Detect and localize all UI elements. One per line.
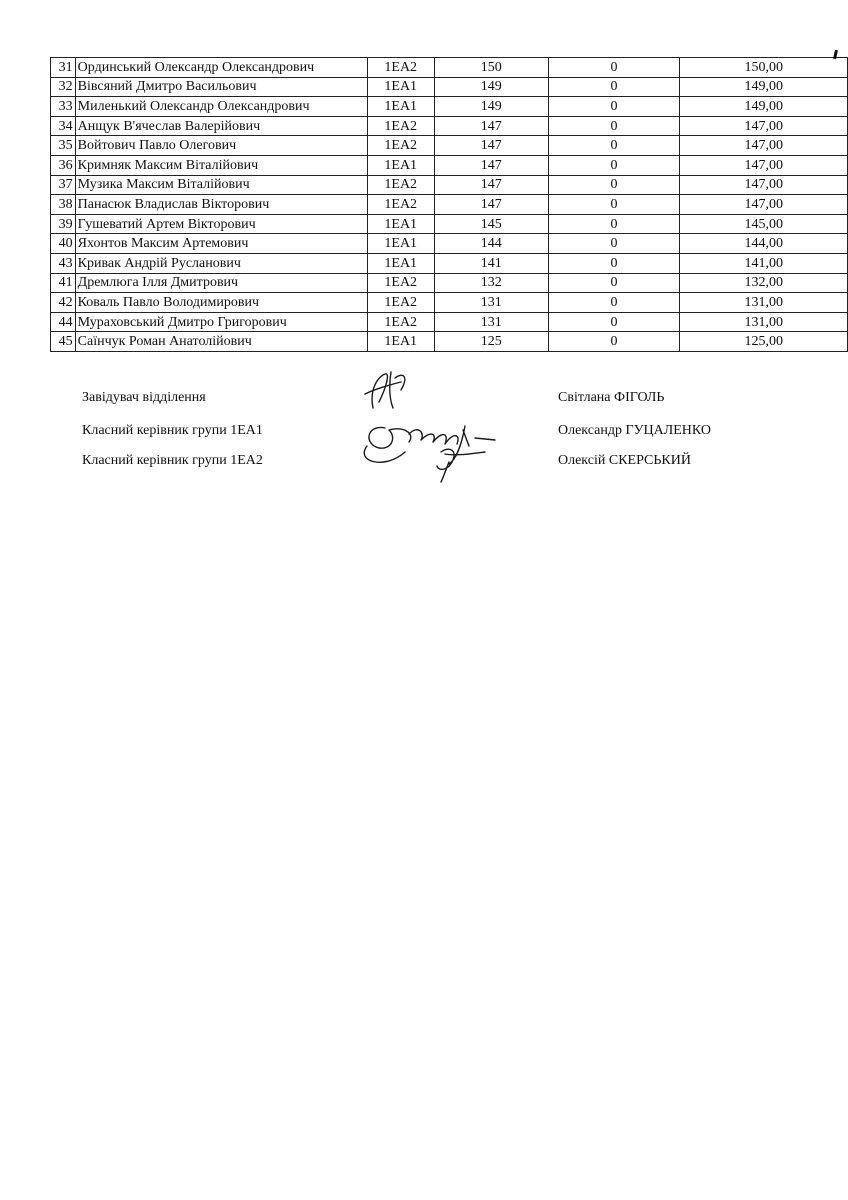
cell-total: 150,00 (680, 58, 848, 78)
cell-total: 144,00 (680, 234, 848, 254)
cell-name: Дремлюга Ілля Дмитрович (75, 273, 367, 293)
signature-stroke-2 (369, 426, 495, 464)
cell-bonus: 0 (548, 293, 680, 313)
cell-group: 1ЕА1 (367, 77, 434, 97)
cell-group: 1ЕА2 (367, 273, 434, 293)
table-row (51, 155, 848, 175)
cell-n: 45 (51, 332, 76, 352)
cell-n: 32 (51, 77, 76, 97)
cell-bonus: 0 (548, 273, 680, 293)
cell-group: 1ЕА1 (367, 155, 434, 175)
cell-bonus: 0 (548, 77, 680, 97)
cell-n: 31 (51, 58, 76, 78)
cell-score: 147 (434, 136, 548, 156)
cell-total: 147,00 (680, 175, 848, 195)
cell-n: 34 (51, 116, 76, 136)
cell-score: 131 (434, 312, 548, 332)
cell-bonus: 0 (548, 312, 680, 332)
name-curator-1ea1: Олександр ГУЦАЛЕНКО (558, 423, 711, 438)
cell-group: 1ЕА1 (367, 253, 434, 273)
cell-total: 147,00 (680, 116, 848, 136)
cell-n: 36 (51, 155, 76, 175)
cell-total: 147,00 (680, 195, 848, 215)
cell-score: 147 (434, 175, 548, 195)
cell-total: 125,00 (680, 332, 848, 352)
cell-bonus: 0 (548, 234, 680, 254)
cell-group: 1ЕА1 (367, 97, 434, 117)
signature-stroke-1 (365, 372, 405, 408)
cell-score: 147 (434, 195, 548, 215)
cell-total: 149,00 (680, 97, 848, 117)
cell-score: 145 (434, 214, 548, 234)
cell-group: 1ЕА2 (367, 136, 434, 156)
cell-name: Анщук В'ячеслав Валерійович (75, 116, 367, 136)
cell-score: 149 (434, 97, 548, 117)
cell-group: 1ЕА2 (367, 312, 434, 332)
cell-bonus: 0 (548, 116, 680, 136)
cell-group: 1ЕА1 (367, 332, 434, 352)
cell-n: 44 (51, 312, 76, 332)
signature-stroke-3 (364, 446, 485, 482)
cell-bonus: 0 (548, 136, 680, 156)
cell-score: 150 (434, 58, 548, 78)
results-table (50, 57, 848, 352)
cell-n: 42 (51, 293, 76, 313)
cell-score: 149 (434, 77, 548, 97)
cell-score: 141 (434, 253, 548, 273)
cell-name: Мураховський Дмитро Григорович (75, 312, 367, 332)
table-row (51, 116, 848, 136)
table-row (51, 214, 848, 234)
cell-score: 144 (434, 234, 548, 254)
cell-total: 131,00 (680, 293, 848, 313)
table-row (51, 293, 848, 313)
cell-n: 39 (51, 214, 76, 234)
name-curator-1ea2: Олексій СКЕРСЬКИЙ (558, 453, 691, 468)
table-row (51, 195, 848, 215)
cell-n: 35 (51, 136, 76, 156)
cell-group: 1ЕА1 (367, 234, 434, 254)
cell-n: 37 (51, 175, 76, 195)
cell-n: 33 (51, 97, 76, 117)
cell-total: 149,00 (680, 77, 848, 97)
cell-bonus: 0 (548, 214, 680, 234)
cell-group: 1ЕА2 (367, 293, 434, 313)
cell-total: 147,00 (680, 155, 848, 175)
cell-n: 38 (51, 195, 76, 215)
table-row (51, 332, 848, 352)
cell-bonus: 0 (548, 253, 680, 273)
table-row (51, 234, 848, 254)
cell-group: 1ЕА1 (367, 214, 434, 234)
position-curator-1ea2: Класний керівник групи 1ЕА2 (82, 453, 263, 468)
cell-group: 1ЕА2 (367, 116, 434, 136)
cell-name: Яхонтов Максим Артемович (75, 234, 367, 254)
cell-bonus: 0 (548, 155, 680, 175)
table-row (51, 77, 848, 97)
table-row (51, 175, 848, 195)
handwritten-signatures (345, 368, 505, 488)
cell-name: Вівсяний Дмитро Васильович (75, 77, 367, 97)
cell-name: Ординський Олександр Олександрович (75, 58, 367, 78)
cell-name: Панасюк Владислав Вікторович (75, 195, 367, 215)
table-row (51, 253, 848, 273)
cell-score: 125 (434, 332, 548, 352)
table-row (51, 273, 848, 293)
cell-name: Музика Максим Віталійович (75, 175, 367, 195)
results-table-body (51, 58, 848, 352)
cell-total: 132,00 (680, 273, 848, 293)
cell-n: 41 (51, 273, 76, 293)
cell-name: Кримняк Максим Віталійович (75, 155, 367, 175)
cell-bonus: 0 (548, 97, 680, 117)
table-row (51, 58, 848, 78)
name-department-head: Світлана ФІГОЛЬ (558, 390, 665, 405)
cell-bonus: 0 (548, 195, 680, 215)
cell-name: Коваль Павло Володимирович (75, 293, 367, 313)
cell-n: 43 (51, 253, 76, 273)
cell-score: 132 (434, 273, 548, 293)
cell-total: 145,00 (680, 214, 848, 234)
cell-bonus: 0 (548, 332, 680, 352)
cell-score: 147 (434, 116, 548, 136)
cell-total: 131,00 (680, 312, 848, 332)
cell-bonus: 0 (548, 175, 680, 195)
cell-name: Кривак Андрій Русланович (75, 253, 367, 273)
cell-score: 131 (434, 293, 548, 313)
cell-group: 1ЕА2 (367, 175, 434, 195)
cell-bonus: 0 (548, 58, 680, 78)
cell-name: Войтович Павло Олегович (75, 136, 367, 156)
cell-total: 147,00 (680, 136, 848, 156)
cell-name: Саїнчук Роман Анатолійович (75, 332, 367, 352)
table-row (51, 136, 848, 156)
table-row (51, 97, 848, 117)
cell-total: 141,00 (680, 253, 848, 273)
cell-group: 1ЕА2 (367, 195, 434, 215)
table-row (51, 312, 848, 332)
cell-n: 40 (51, 234, 76, 254)
cell-score: 147 (434, 155, 548, 175)
cell-name: Гушеватий Артем Вікторович (75, 214, 367, 234)
position-department-head: Завідувач відділення (82, 390, 206, 405)
cell-name: Миленький Олександр Олександрович (75, 97, 367, 117)
position-curator-1ea1: Класний керівник групи 1ЕА1 (82, 423, 263, 438)
cell-group: 1ЕА2 (367, 58, 434, 78)
